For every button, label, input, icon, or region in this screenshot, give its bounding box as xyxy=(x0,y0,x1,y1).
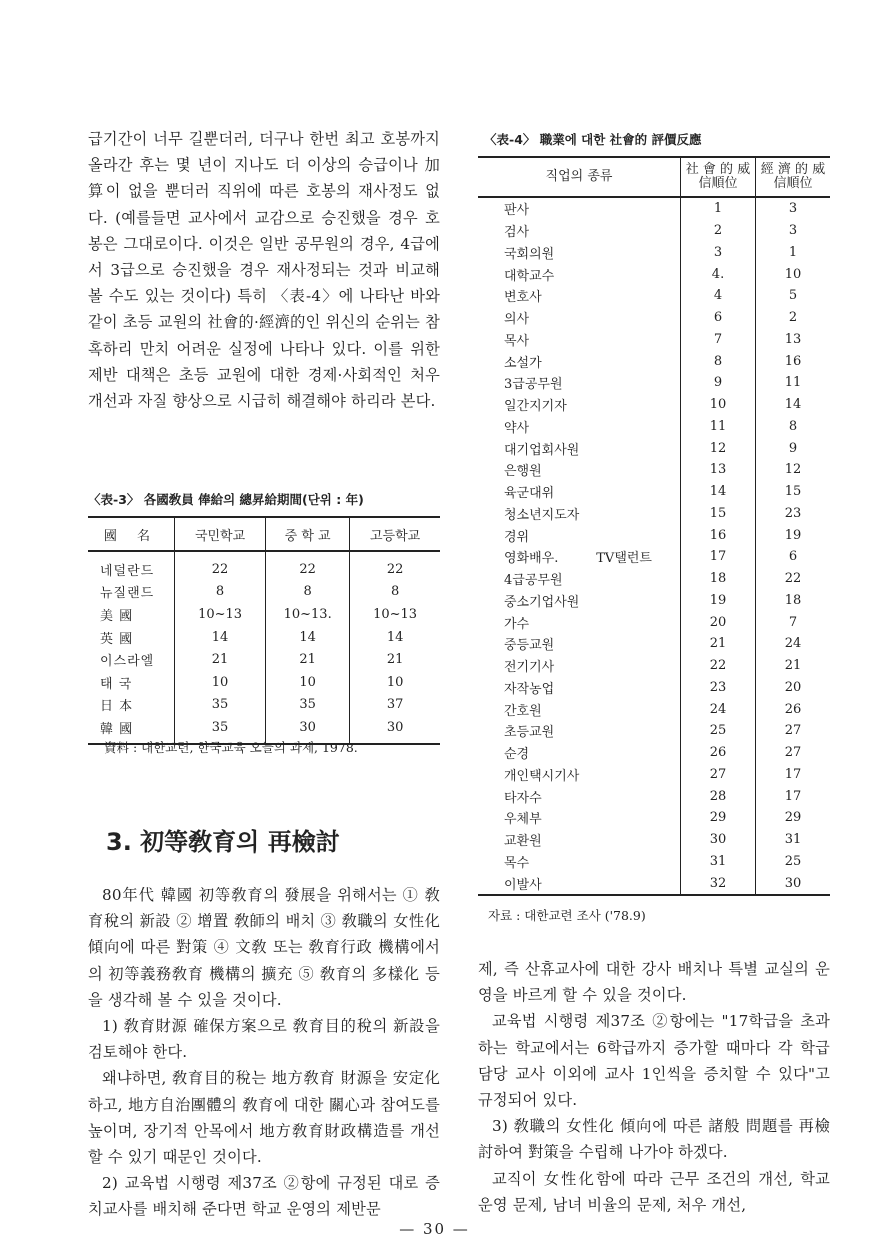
table-cell: 3 xyxy=(756,197,831,220)
table-row xyxy=(478,807,830,829)
table-row xyxy=(478,350,830,372)
table-cell: 14 xyxy=(266,626,350,649)
table-cell: 14 xyxy=(681,481,756,503)
table-cell: 27 xyxy=(756,742,831,764)
table-cell: 1 xyxy=(681,197,756,220)
table-row xyxy=(88,603,440,626)
table-cell: 4. xyxy=(681,263,756,285)
table-cell: 10~13. xyxy=(266,603,350,626)
table-cell: 20 xyxy=(681,611,756,633)
table-row xyxy=(478,524,830,546)
table-header: 經 濟 的 威信順位 xyxy=(756,157,831,197)
table-cell: 자작농업 xyxy=(504,681,555,697)
table-header: 중 학 교 xyxy=(266,517,350,551)
table-cell: 7 xyxy=(756,611,831,633)
table-cell: 12 xyxy=(756,459,831,481)
table-row xyxy=(478,546,830,568)
table-cell: 29 xyxy=(681,807,756,829)
table4 xyxy=(478,156,830,896)
table-cell: 9 xyxy=(681,372,756,394)
table-cell: 판사 xyxy=(504,203,530,219)
table-cell: 10 xyxy=(681,394,756,416)
body-paragraph: 제, 즉 산휴교사에 대한 강사 배치나 특별 교실의 운영을 바르게 할 수 있을 것이다. xyxy=(478,960,830,1005)
left-column-bottom xyxy=(88,882,440,1223)
table-row xyxy=(478,655,830,677)
table-cell: 2 xyxy=(681,220,756,242)
table-row xyxy=(88,581,440,604)
table-cell: 31 xyxy=(681,851,756,873)
table-row xyxy=(478,416,830,438)
table-cell: 개인택시기사 xyxy=(504,768,580,784)
table-cell: 2 xyxy=(756,307,831,329)
table-row xyxy=(88,694,440,717)
table-cell: 초등교원 xyxy=(504,725,555,741)
table-cell: 이발사 xyxy=(478,872,681,895)
table-cell: 韓 國 xyxy=(88,716,175,744)
table-cell: 30 xyxy=(350,716,440,744)
table-cell: 21 xyxy=(350,648,440,671)
table-header: 國 名 xyxy=(88,517,175,551)
table-row xyxy=(478,590,830,612)
table-cell: 9 xyxy=(756,437,831,459)
table-cell: 8 xyxy=(266,581,350,604)
table-row xyxy=(478,459,830,481)
table4-body xyxy=(478,197,830,895)
table-cell: 목사 xyxy=(504,333,530,349)
table-row xyxy=(88,626,440,649)
table-cell: 英 國 xyxy=(100,631,134,647)
table4-caption: 〈表-4〉 職業에 대한 社會的 評價反應 xyxy=(484,132,702,147)
table-cell: 13 xyxy=(756,329,831,351)
table-header: 고등학교 xyxy=(350,517,440,551)
table-row xyxy=(478,242,830,264)
table-cell: 37 xyxy=(350,694,440,717)
body-paragraph: 왜냐하면, 敎育目的稅는 地方敎育 財源을 安定化하고, 地方自治團體의 敎育에 대한 關心과 참여도를 높이며, 장기적 안목에서 地方敎育財政構造를 개선할 수 있기 때문인 것이다. xyxy=(88,1069,440,1167)
table-cell: 8 xyxy=(756,416,831,438)
table-row xyxy=(478,263,830,285)
table-row xyxy=(478,285,830,307)
table-cell: 19 xyxy=(756,524,831,546)
table-row xyxy=(88,551,440,581)
table-cell: 타자수 xyxy=(504,790,542,806)
body-paragraph: 교직이 女性化함에 따라 근무 조건의 개선, 학교 운영 문제, 남녀 비율의 문제, 처우 개선, xyxy=(478,1169,830,1214)
table-row xyxy=(478,872,830,895)
table-cell: 22 xyxy=(681,655,756,677)
table-cell: 14 xyxy=(350,626,440,649)
table-row xyxy=(478,197,830,220)
table-row xyxy=(478,633,830,655)
table-cell: 31 xyxy=(756,829,831,851)
table-cell: 32 xyxy=(681,872,756,895)
table-cell: 22 xyxy=(266,551,350,581)
table-cell: 10~13 xyxy=(175,603,266,626)
table-cell: 국회의원 xyxy=(504,246,555,262)
table-cell: 변호사 xyxy=(504,290,542,306)
table-cell: 4 xyxy=(681,285,756,307)
table-cell: 11 xyxy=(756,372,831,394)
table-cell: 네덜란드 xyxy=(100,563,155,579)
table-cell: 일간지기자 xyxy=(504,399,567,415)
table-cell: 14 xyxy=(756,394,831,416)
table-cell: 중소기업사원 xyxy=(504,594,580,610)
table-cell: 日 本 xyxy=(100,699,134,715)
table-cell: 경위 xyxy=(504,529,530,545)
table-header: 국민학교 xyxy=(175,517,266,551)
table-row xyxy=(478,785,830,807)
table-row xyxy=(478,698,830,720)
table-cell: 순경 xyxy=(504,747,530,763)
table-cell: 12 xyxy=(681,437,756,459)
table-cell: 17 xyxy=(756,764,831,786)
table-cell: 대학교수 xyxy=(504,268,555,284)
table-row xyxy=(478,677,830,699)
table-cell: 소설가 xyxy=(504,355,542,371)
table-cell: 17 xyxy=(756,785,831,807)
table-cell: 목수 xyxy=(504,855,530,871)
table-cell: 21 xyxy=(756,655,831,677)
table-cell: 27 xyxy=(756,720,831,742)
table-cell: 가수 xyxy=(504,616,530,632)
table-cell: 25 xyxy=(756,851,831,873)
table-cell: 10 xyxy=(266,671,350,694)
table-row xyxy=(478,764,830,786)
table-cell: 11 xyxy=(681,416,756,438)
table-cell: 중등교원 xyxy=(504,638,555,654)
table-cell: 22 xyxy=(350,551,440,581)
body-paragraph: 교육법 시행령 제37조 ②항에는 "17학급을 초과하는 학교에서는 6학급까지 증가할 때마다 각 학급 담당 교사 이외에 교사 1인씩을 증치할 수 있다"고 규정되어 있다. xyxy=(478,1012,830,1110)
table-cell: 검사 xyxy=(504,225,530,241)
table-row xyxy=(478,329,830,351)
body-paragraph: 3) 敎職의 女性化 傾向에 따른 諸般 問題를 再檢討하여 對策을 수립해 나가야 하겠다. xyxy=(478,1117,830,1162)
table-cell: 영화배우. TV탤런트 xyxy=(504,551,652,567)
table-row xyxy=(478,720,830,742)
table-cell: 35 xyxy=(175,716,266,744)
body-paragraph: 2) 교육법 시행령 제37조 ②항에 규정된 대로 증치교사를 배치해 준다면 학교 운영의 제반문 xyxy=(88,1174,440,1219)
page-number: — 30 — xyxy=(399,1220,470,1238)
right-column-text xyxy=(478,956,830,1218)
table-cell: 6 xyxy=(756,546,831,568)
table-cell: 22 xyxy=(175,551,266,581)
table-row xyxy=(478,437,830,459)
table-row xyxy=(478,742,830,764)
table-header: 직업의 종류 xyxy=(478,157,681,197)
table-cell: 18 xyxy=(681,568,756,590)
table-cell: 태 국 xyxy=(100,676,133,692)
table-cell: 5 xyxy=(756,285,831,307)
table-row xyxy=(478,851,830,873)
table-cell: 10 xyxy=(756,263,831,285)
table-cell: 약사 xyxy=(504,420,530,436)
table-cell: 6 xyxy=(681,307,756,329)
table-row xyxy=(478,394,830,416)
table-cell: 21 xyxy=(175,648,266,671)
left-column-top xyxy=(88,126,440,414)
table-cell: 1 xyxy=(756,242,831,264)
table-cell: 13 xyxy=(681,459,756,481)
table-cell: 10 xyxy=(350,671,440,694)
table-cell: 35 xyxy=(175,694,266,717)
table-cell: 23 xyxy=(756,503,831,525)
section-title: 3. 初等敎育의 再檢討 xyxy=(106,828,340,856)
table-cell: 4급공무원 xyxy=(504,573,563,589)
table-cell: 20 xyxy=(756,677,831,699)
body-paragraph: 80年代 韓國 初等敎育의 發展을 위해서는 ① 敎育稅의 新設 ② 增置 敎師의 배치 ③ 敎職의 女性化 傾向에 따른 對策 ④ 文敎 또는 敎育行政 機構에서의 初等義務敎育 機構의 擴充 ⑤ 敎育의 多樣化 등을 생각해 볼 수 있을 것이다. xyxy=(88,886,440,1009)
table-cell: 19 xyxy=(681,590,756,612)
body-paragraph: 1) 敎育財源 確保方案으로 敎育目的稅의 新設을 검토해야 한다. xyxy=(88,1017,440,1062)
table-row xyxy=(478,307,830,329)
table-row xyxy=(478,220,830,242)
table-cell: 교환원 xyxy=(504,834,542,850)
table-row xyxy=(478,829,830,851)
table-cell: 28 xyxy=(681,785,756,807)
table-row xyxy=(478,481,830,503)
table-cell: 3급공무원 xyxy=(504,377,563,393)
table-cell: 이스라엘 xyxy=(100,654,155,670)
table-cell: 육군대위 xyxy=(504,486,555,502)
table-cell: 7 xyxy=(681,329,756,351)
table-cell: 26 xyxy=(756,698,831,720)
body-paragraph: 급기간이 너무 길뿐더러, 더구나 한번 최고 호봉까지 올라간 후는 몇 년이 지나도 더 이상의 승급이나 加算이 없을 뿐더러 직위에 따른 호봉의 재사정도 없다. (예를들면 교사에서 교감으로 승진했을 경우 호봉은 그대로이다. 이것은 일반 공무원의 경우, 4급에서 3급으로 승진했을 경우 재사정되는 것과 비교해 볼 수도 있는 것이다) 특히 〈表-4〉에 나타난 바와 같이 초등 교원의 社會的·經濟的인 위신의 순위는 참혹하리 만치 어려운 실정에 나타나 있다. 이를 위한 제반 대책은 초등 교원에 대한 경제·사회적인 처우 개선과 자질 향상으로 시급히 해결해야 하리라 본다. xyxy=(88,130,440,411)
table-cell: 16 xyxy=(681,524,756,546)
table-row xyxy=(478,568,830,590)
table3-caption: 〈表-3〉 各國敎員 俸給의 總昇給期間(단위 : 年) xyxy=(88,492,364,507)
table-cell: 8 xyxy=(175,581,266,604)
table-row xyxy=(478,503,830,525)
table-row xyxy=(88,648,440,671)
table-cell: 10 xyxy=(175,671,266,694)
table-row xyxy=(478,372,830,394)
table-cell: 35 xyxy=(266,694,350,717)
table-cell: 뉴질랜드 xyxy=(100,586,155,602)
table-cell: 30 xyxy=(681,829,756,851)
table-cell: 24 xyxy=(756,633,831,655)
table-cell: 18 xyxy=(756,590,831,612)
table-cell: 의사 xyxy=(504,312,530,328)
table-cell: 25 xyxy=(681,720,756,742)
table3-source: 資料 : 대한교련, 한국교육 오늘의 과제, 1978. xyxy=(104,740,358,755)
table-cell: 24 xyxy=(681,698,756,720)
table-cell: 15 xyxy=(681,503,756,525)
table-cell: 21 xyxy=(681,633,756,655)
table4-source: 자료 : 대한교련 조사 ('78.9) xyxy=(488,908,646,923)
table-cell: 전기기사 xyxy=(504,660,555,676)
table-cell: 30 xyxy=(266,716,350,744)
table-cell: 14 xyxy=(175,626,266,649)
table-cell: 간호원 xyxy=(504,703,542,719)
table-cell: 우체부 xyxy=(504,812,542,828)
table-cell: 22 xyxy=(756,568,831,590)
table-cell: 10~13 xyxy=(350,603,440,626)
table-cell: 15 xyxy=(756,481,831,503)
table-cell: 16 xyxy=(756,350,831,372)
table-row xyxy=(88,671,440,694)
table-cell: 3 xyxy=(681,242,756,264)
table-cell: 17 xyxy=(681,546,756,568)
table-header: 社 會 的 威信順位 xyxy=(681,157,756,197)
table-row xyxy=(478,611,830,633)
table-cell: 26 xyxy=(681,742,756,764)
table-cell: 27 xyxy=(681,764,756,786)
table-cell: 8 xyxy=(681,350,756,372)
table-cell: 23 xyxy=(681,677,756,699)
table-cell: 30 xyxy=(756,872,831,895)
table3 xyxy=(88,516,440,745)
table-cell: 29 xyxy=(756,807,831,829)
table-cell: 8 xyxy=(350,581,440,604)
table-cell: 은행원 xyxy=(504,464,542,480)
table-cell: 美 國 xyxy=(100,608,134,624)
table-cell: 21 xyxy=(266,648,350,671)
table-header-row xyxy=(478,157,830,197)
table-header-row xyxy=(88,517,440,551)
table-cell: 3 xyxy=(756,220,831,242)
table-cell: 대기업회사원 xyxy=(504,442,580,458)
table-cell: 청소년지도자 xyxy=(504,507,580,523)
